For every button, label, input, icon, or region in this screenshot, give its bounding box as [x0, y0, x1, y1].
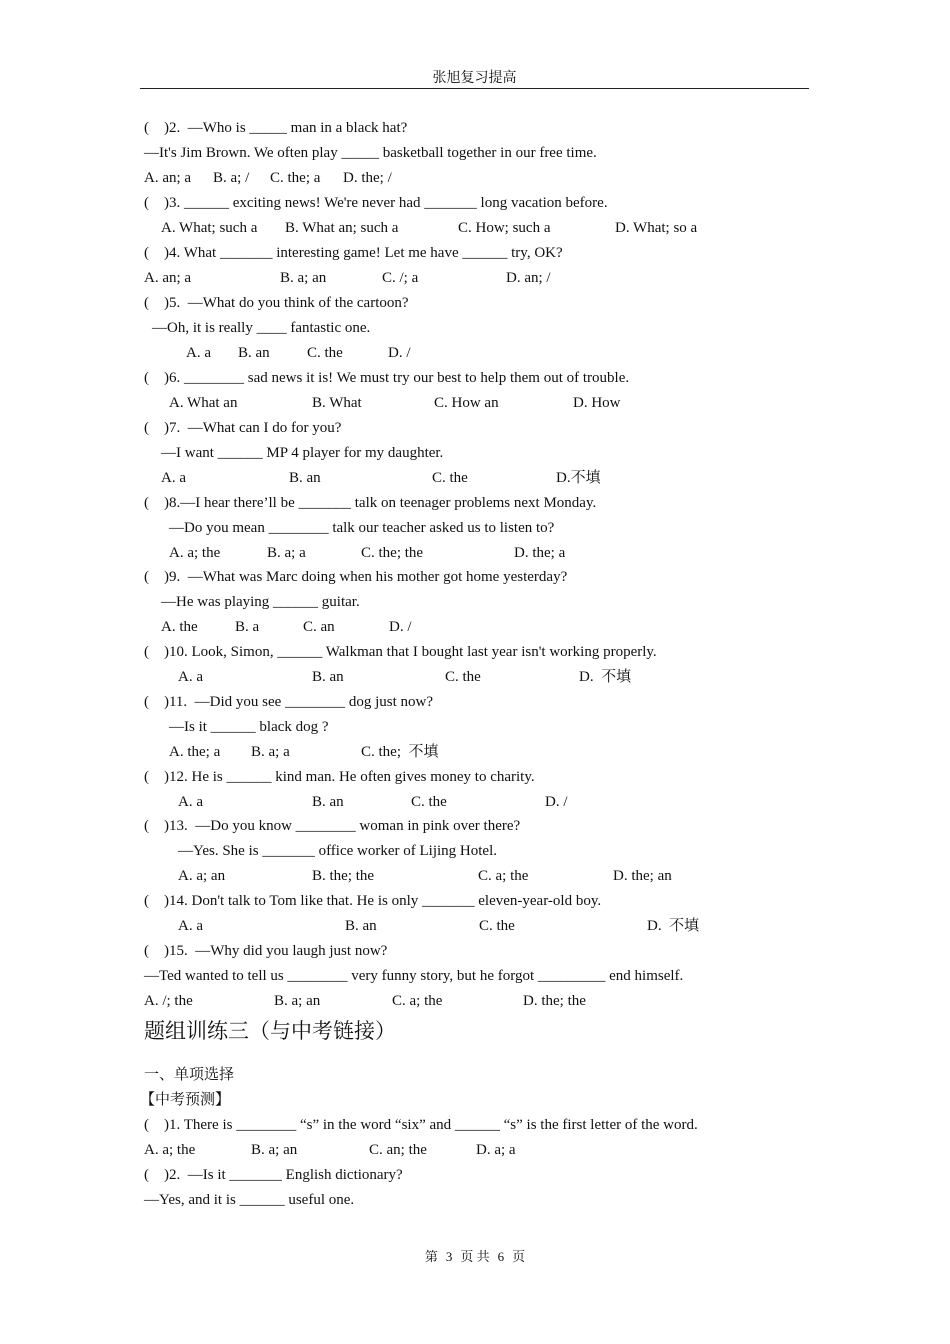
- question-3-stem: ( )3. ______ exciting news! We're never had _______ long vacation before.: [144, 195, 608, 211]
- option-a: A. a; the: [169, 545, 221, 561]
- option-b: B. What an; such a: [285, 220, 399, 236]
- question-13-stem: ( )13. —Do you know ________ woman in pink over there?: [144, 818, 521, 834]
- question-11-stem: ( )11. —Did you see ________ dog just now?: [144, 694, 433, 710]
- option-c: C. an; the: [369, 1142, 427, 1158]
- question-14-options: [178, 916, 738, 936]
- part-heading: 一、单项选择: [144, 1065, 235, 1083]
- option-a: A. the; a: [169, 744, 221, 760]
- question-5-options: [186, 343, 586, 363]
- option-d: D. /: [389, 619, 412, 635]
- option-d: D. 不填: [647, 918, 700, 934]
- option-b: B. an: [345, 918, 377, 934]
- prediction-2-stem: ( )2. —Is it _______ English dictionary?: [144, 1167, 403, 1183]
- section-title: 题组训练三（与中考链接）: [144, 1019, 396, 1043]
- question-11-options: [169, 742, 569, 762]
- option-a: A. a: [178, 918, 203, 934]
- question-4-options: [144, 268, 744, 288]
- option-c: C. the: [411, 794, 447, 810]
- question-9-reply: —He was playing ______ guitar.: [161, 594, 360, 610]
- option-a: A. a: [178, 669, 203, 685]
- option-c: C. a; the: [392, 993, 443, 1009]
- part-label: 【中考预测】: [140, 1090, 231, 1108]
- option-b: B. the; the: [312, 868, 375, 884]
- option-c: C. the: [307, 345, 343, 361]
- question-9-options: [161, 617, 561, 637]
- question-6-options: [169, 393, 669, 413]
- question-15-stem: ( )15. —Why did you laugh just now?: [144, 943, 388, 959]
- option-c: C. the; the: [361, 545, 424, 561]
- option-a: A. What; such a: [161, 220, 258, 236]
- option-d: D.不填: [556, 470, 601, 486]
- question-8-stem: ( )8.—I hear there’ll be _______ talk on teenager problems next Monday.: [144, 495, 597, 511]
- prediction-1-stem: ( )1. There is ________ “s” in the word “six” and ______ “s” is the first letter of the word.: [144, 1117, 698, 1133]
- question-4-stem: ( )4. What _______ interesting game! Let me have ______ try, OK?: [144, 245, 563, 261]
- question-6-stem: ( )6. ________ sad news it is! We must try our best to help them out of trouble.: [144, 370, 630, 386]
- option-a: A. the: [161, 619, 198, 635]
- option-c: C. /; a: [382, 270, 419, 286]
- question-11-reply: —Is it ______ black dog ?: [169, 719, 329, 735]
- option-b: B. a; an: [251, 1142, 298, 1158]
- option-c: C. How an: [434, 395, 499, 411]
- header-divider: [140, 88, 809, 89]
- question-12-options: [178, 792, 628, 812]
- question-3-options: [161, 218, 761, 238]
- question-2-reply: —It's Jim Brown. We often play _____ basketball together in our free time.: [144, 145, 597, 161]
- question-12-stem: ( )12. He is ______ kind man. He often gives money to charity.: [144, 769, 535, 785]
- option-d: D. the; /: [343, 170, 392, 186]
- question-15-reply: —Ted wanted to tell us ________ very funny story, but he forgot _________ end himself.: [144, 968, 684, 984]
- question-7-options: [161, 468, 661, 488]
- option-a: A. an; a: [144, 270, 192, 286]
- option-b: B. a; a: [251, 744, 290, 760]
- option-b: B. an: [289, 470, 321, 486]
- option-d: D. /: [545, 794, 568, 810]
- option-d: D. an; /: [506, 270, 551, 286]
- option-d: D. How: [573, 395, 621, 411]
- question-8-reply: —Do you mean ________ talk our teacher asked us to listen to?: [169, 520, 555, 536]
- option-b: B. a; an: [280, 270, 327, 286]
- question-10-stem: ( )10. Look, Simon, ______ Walkman that I bought last year isn't working properly.: [144, 644, 657, 660]
- footer-label: 第: [424, 1249, 438, 1264]
- question-10-options: [178, 667, 678, 687]
- option-c: C. the: [432, 470, 468, 486]
- option-b: B. a; a: [267, 545, 306, 561]
- option-a: A. /; the: [144, 993, 193, 1009]
- question-14-stem: ( )14. Don't talk to Tom like that. He is only _______ eleven-year-old boy.: [144, 893, 602, 909]
- option-d: D. the; an: [613, 868, 672, 884]
- question-13-options: [178, 866, 698, 886]
- total-pages: 6: [497, 1249, 505, 1264]
- option-a: A. What an: [169, 395, 238, 411]
- option-b: B. What: [312, 395, 362, 411]
- option-d: D. the; a: [514, 545, 566, 561]
- option-a: A. a: [161, 470, 186, 486]
- option-a: A. a; an: [178, 868, 226, 884]
- page-number: 3: [445, 1249, 453, 1264]
- option-b: B. an: [238, 345, 270, 361]
- option-d: D. 不填: [579, 669, 632, 685]
- option-b: B. an: [312, 794, 344, 810]
- option-c: C. an: [303, 619, 335, 635]
- option-c: C. the; 不填: [361, 744, 439, 760]
- footer-mid: 页 共: [460, 1249, 490, 1264]
- option-c: C. the: [445, 669, 481, 685]
- option-b: B. a: [235, 619, 260, 635]
- option-a: A. an; a: [144, 170, 192, 186]
- option-c: C. a; the: [478, 868, 529, 884]
- prediction-1-options: [144, 1140, 594, 1160]
- footer-end: 页: [512, 1249, 526, 1264]
- option-d: D. the; the: [523, 993, 586, 1009]
- question-2-stem: ( )2. —Who is _____ man in a black hat?: [144, 120, 408, 136]
- question-7-reply: —I want ______ MP 4 player for my daughter.: [161, 445, 444, 461]
- question-8-options: [169, 543, 669, 563]
- option-c: C. How; such a: [458, 220, 551, 236]
- option-c: C. the; a: [270, 170, 321, 186]
- page-footer: [0, 1248, 950, 1266]
- option-a: A. a: [178, 794, 203, 810]
- option-d: D. What; so a: [615, 220, 698, 236]
- option-d: D. /: [388, 345, 411, 361]
- question-2-options: [144, 168, 744, 188]
- option-d: D. a; a: [476, 1142, 516, 1158]
- question-9-stem: ( )9. —What was Marc doing when his mother got home yesterday?: [144, 569, 568, 585]
- option-a: A. a: [186, 345, 211, 361]
- option-b: B. a; an: [274, 993, 321, 1009]
- question-5-reply: —Oh, it is really ____ fantastic one.: [152, 320, 371, 336]
- question-5-stem: ( )5. —What do you think of the cartoon?: [144, 295, 409, 311]
- question-13-reply: —Yes. She is _______ office worker of Lijing Hotel.: [178, 843, 497, 859]
- option-b: B. an: [312, 669, 344, 685]
- option-c: C. the: [479, 918, 515, 934]
- page-header: 张旭复习提高: [432, 71, 517, 86]
- question-15-options: [144, 991, 664, 1011]
- option-a: A. a; the: [144, 1142, 196, 1158]
- prediction-2-reply: —Yes, and it is ______ useful one.: [144, 1192, 355, 1208]
- option-b: B. a; /: [213, 170, 250, 186]
- question-7-stem: ( )7. —What can I do for you?: [144, 420, 342, 436]
